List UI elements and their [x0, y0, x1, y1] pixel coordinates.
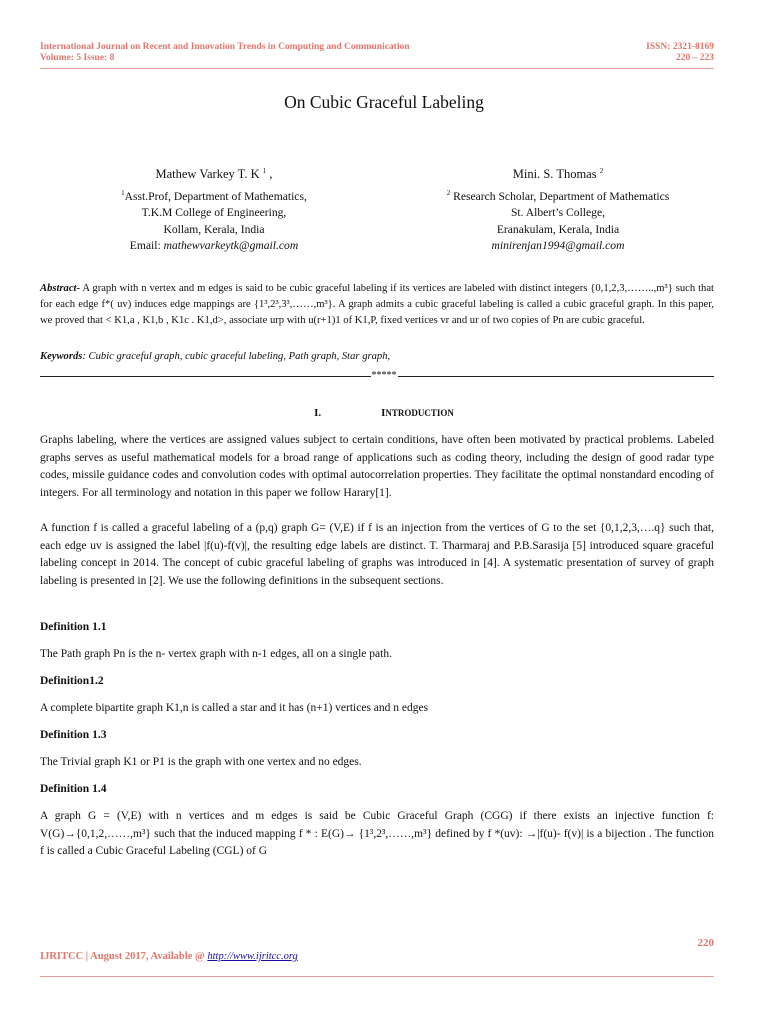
- definition-text: The Path graph Pn is the n- vertex graph with n-1 edges, all on a single path.: [40, 648, 392, 660]
- abstract: [40, 281, 714, 330]
- author-block-1: [64, 163, 364, 255]
- page-range: 220 – 223: [676, 53, 714, 63]
- header-rule: [40, 68, 714, 69]
- definition-title: Definition 1.4: [40, 783, 107, 795]
- section-heading: I. INTRODUCTION: [314, 407, 454, 419]
- abstract-label: Abstract-: [40, 283, 81, 294]
- author-name: Mathew Varkey T. K $^1$ ,: [155, 167, 273, 182]
- email-link[interactable]: mathewvarkeytk@gmail.com: [163, 239, 299, 253]
- author-affiliation: $^2$ Research Scholar, Department of Mathematics: [446, 188, 670, 203]
- definition-text: A complete bipartite graph K1,n is called a star and it has (n+1) vertices and n edges: [40, 702, 429, 714]
- definition-title: Definition 1.3: [40, 729, 107, 741]
- journal-url-link[interactable]: http://www.ijritcc.org: [207, 951, 298, 962]
- author-location: Eranakulam, Kerala, India: [496, 222, 620, 236]
- footer-text: IJRITCC | August 2017, Available @ http://www.ijritcc.org: [40, 951, 298, 962]
- separator-stars: *****: [371, 370, 397, 381]
- definition-title: Definition 1.1: [40, 621, 107, 633]
- keywords-label: Keywords: [40, 351, 83, 362]
- abstract-text: A graph with n vertex and m edges is said to be cubic graceful labeling if its vertices are labeled with distinct integers {0,1,2,3,……..,m³} such that for each edge f*( uv) induces edge mappings are {1³,2³,3³,……,m³}. A graph admits a cubic graceful labeling is called a cubic graceful graph. In this paper, we proved that < K1,a , K1,b , K1c . K1,d>, associate urp with u(r+1)1 of K1,P, fixed vertices vr and ur of two copies of Pn are cubic graceful.: [40, 283, 714, 327]
- author-location: Kollam, Kerala, India: [163, 222, 265, 236]
- author-email: [408, 238, 708, 255]
- keywords-text: : Cubic graceful graph, cubic graceful labeling, Path graph, Star graph,: [82, 351, 391, 362]
- journal-name: International Journal on Recent and Innovation Trends in Computing and Communication: [40, 42, 410, 52]
- author-institution: St. Albert’s College,: [510, 206, 606, 220]
- keywords: [40, 351, 714, 362]
- email-link[interactable]: minirenjan1994@gmail.com: [491, 239, 625, 253]
- author-block-2: [408, 163, 708, 255]
- footer-rule: [40, 976, 714, 977]
- author-name: Mini. S. Thomas $^2$: [512, 167, 604, 182]
- intro-paragraph-1: Graphs labeling, where the vertices are assigned values subject to certain conditions, have often been motivated by practical problems. Labeled graphs serves as useful mathematical models for a broad range of applications such as coding theory, including the design of good radar type codes, missile guidance codes and convolution codes with optimal autocorrelation properties. They facilitate the optimal nonstandard encoding of integers. For all terminology and notation in this paper we follow Harary[1].: [40, 434, 714, 499]
- definition-title: Definition1.2: [40, 675, 104, 687]
- author-affiliation: $^1$Asst.Prof, Department of Mathematics,: [121, 188, 307, 203]
- paper-title: On Cubic Graceful Labeling: [284, 92, 484, 112]
- definition-text: A graph G = (V,E) with n vertices and m edges is said be Cubic Graceful Graph (CGG) if there exists an injective function f: V(G)→{0,1,2,……,m³} such that the induced mapping f * : E(G)→ {1³,2³,……,m³} defined by f *(uv): →|f(u)- f(v)| is a bijection . The function f is called a Cubic Graceful Labeling (CGL) of G: [40, 810, 714, 858]
- author-email: Email: mathewvarkeytk@gmail.com: [129, 239, 299, 253]
- journal-issn: ISSN: 2321-8169: [646, 42, 714, 52]
- intro-paragraph-2: A function f is called a graceful labeling of a (p,q) graph G= (V,E) if f is an injection from the vertices of G to the set {0,1,2,3,….q} such that, each edge uv is assigned the label |f(u)-f(v)|, the resulting edge labels are distinct. T. Tharmaraj and P.B.Sarasija [5] introduced square graceful labeling concept in 2014. The concept of cubic graceful labeling of graphs was introduced in [4]. A systematic presentation of survey of graph labeling is presented in [2]. We use the following definitions in the subsequent sections.: [40, 522, 714, 587]
- page-number: 220: [697, 937, 714, 949]
- section-number: I.: [314, 407, 322, 419]
- definition-text: The Trivial graph K1 or P1 is the graph with one vertex and no edges.: [40, 756, 362, 768]
- author-institution: T.K.M College of Engineering,: [141, 206, 287, 220]
- journal-volume: Volume: 5 Issue: 8: [40, 53, 115, 63]
